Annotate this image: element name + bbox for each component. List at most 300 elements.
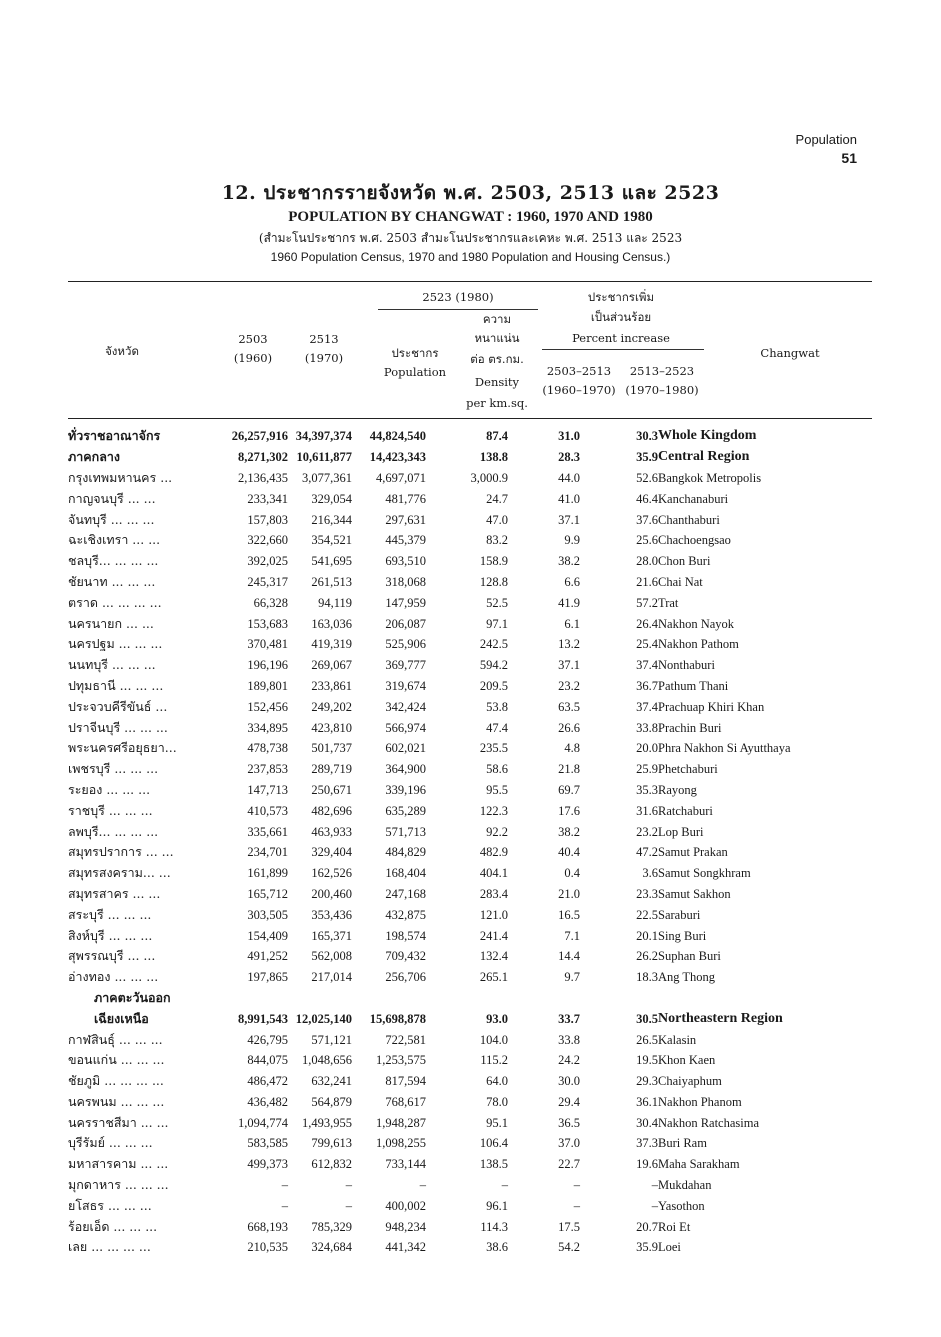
changwat-english-cell: Buri Ram [658,1136,707,1151]
population-1980-cell: 432,875 [385,907,426,922]
population-1970-cell: 354,521 [311,533,352,548]
table-row [68,967,888,988]
increase-1970-1980-cell: 22.5 [636,907,658,922]
increase-1970-1980-cell: 26.5 [636,1032,658,1047]
changwat-english-cell: Nakhon Phanom [658,1094,742,1109]
increase-1960-1970-cell: 69.7 [558,782,580,797]
increase-1970-1980-cell: 28.0 [636,554,658,569]
changwat-english-cell: Northeastern Region [658,1010,783,1026]
density-cell: 95.5 [486,782,508,797]
population-1980-cell: 44,824,540 [369,429,426,444]
table-row [68,655,888,676]
population-1970-cell: 289,719 [311,762,352,777]
population-1970-cell: 1,493,955 [302,1115,352,1130]
header-increase-1-english: (1960–1970) [542,383,616,397]
population-1960-cell: 334,895 [247,720,288,735]
density-cell: 95.1 [486,1115,508,1130]
table-row [68,1133,888,1154]
density-cell: 92.2 [486,824,508,839]
population-1970-cell: 233,861 [311,678,352,693]
population-1980-cell: 147,959 [385,595,426,610]
increase-1970-1980-cell: 31.6 [636,803,658,818]
population-1970-cell: 501,737 [311,741,352,756]
population-1970-cell: 1,048,656 [302,1053,352,1068]
population-1960-cell: – [281,1178,288,1193]
changwat-thai-cell: มุกดาหาร ... ... ... [68,1177,169,1193]
increase-1960-1970-cell: 23.2 [558,678,580,693]
table-row [68,780,888,801]
table-row [68,800,888,821]
changwat-thai-cell: สมุทรสงคราม... ... [68,865,171,881]
table-row [68,821,888,842]
increase-1970-1980-cell: 20.7 [636,1219,658,1234]
header-increase-1-thai: 2503–2513 [546,364,612,378]
changwat-english-cell: Phra Nakhon Si Ayutthaya [658,741,791,756]
changwat-thai-cell: สมุทรปราการ ... ... [68,844,174,860]
changwat-english-cell: Trat [658,595,679,610]
changwat-english-cell: Samut Songkhram [658,866,751,881]
header-density-thai-2: หนาแน่น [474,331,520,345]
population-1980-cell: 445,379 [385,533,426,548]
table-top-rule [68,281,872,282]
header-population-english: Population [383,365,447,379]
population-1980-cell: 566,974 [385,720,426,735]
page-number: 51 [841,150,857,166]
increase-1970-1980-cell: 36.7 [636,678,658,693]
population-1960-cell: 66,328 [253,595,288,610]
population-1970-cell: 94,119 [318,595,352,610]
increase-1960-1970-cell: – [573,1178,580,1193]
changwat-english-cell: Chaiyaphum [658,1074,722,1089]
population-1980-cell: 369,777 [385,658,426,673]
population-1960-cell: 583,585 [247,1136,288,1151]
increase-1960-1970-cell: 4.8 [564,741,580,756]
changwat-english-cell: Nakhon Ratchasima [658,1115,760,1130]
increase-1960-1970-cell: 7.1 [564,928,580,943]
increase-1960-1970-cell: 40.4 [558,845,580,860]
changwat-thai-cell: ยโสธร ... ... ... [68,1197,152,1213]
changwat-english-cell: Whole Kingdom [658,428,757,444]
changwat-thai-cell: จันทบุรี ... ... ... [68,511,155,527]
population-1970-cell: 324,684 [311,1240,352,1255]
population-1960-cell: 478,738 [247,741,288,756]
header-2503: 2503 [238,332,268,346]
table-row [68,509,888,530]
population-1980-cell: 206,087 [385,616,426,631]
table-row [68,717,888,738]
increase-1960-1970-cell: 24.2 [558,1053,580,1068]
increase-1970-1980-cell: 25.9 [636,762,658,777]
population-1970-cell: 562,008 [311,949,352,964]
table-header-rule [68,418,872,419]
changwat-english-cell: Samut Sakhon [658,886,731,901]
increase-1960-1970-cell: 30.0 [558,1074,580,1089]
population-1970-cell: 200,460 [311,886,352,901]
population-1960-cell: – [281,1198,288,1213]
running-head-label: Population [795,132,857,147]
population-1980-cell: 319,674 [385,678,426,693]
increase-1960-1970-cell: 37.1 [558,658,580,673]
increase-1970-1980-cell: 21.6 [636,574,658,589]
population-1960-cell: 165,712 [247,886,288,901]
increase-1970-1980-cell: 30.4 [636,1115,658,1130]
density-cell: 47.4 [486,720,508,735]
increase-1960-1970-cell: 6.1 [564,616,580,631]
changwat-english-cell: Prachin Buri [658,720,722,735]
header-increase-2-english: (1970–1980) [625,383,699,397]
header-1970: (1970) [304,351,344,365]
population-1970-cell: 564,879 [311,1094,352,1109]
header-density-thai-3: ต่อ ตร.กม. [470,352,524,366]
changwat-thai-cell: นครปฐม ... ... ... [68,636,163,652]
population-1980-cell: 602,021 [385,741,426,756]
changwat-thai-cell: ภาคตะวันออก [94,989,171,1005]
density-cell: 87.4 [486,429,508,444]
population-1980-cell: 339,196 [385,782,426,797]
source-note-thai: (สำมะโนประชากร พ.ศ. 2503 สำมะโนประชากรและเคหะ พ.ศ. 2513 และ 2523 [258,231,683,245]
density-cell: 209.5 [479,678,508,693]
changwat-english-cell: Maha Sarakham [658,1157,740,1172]
table-row [68,592,888,613]
header-density-thai-1: ความ [482,312,512,326]
changwat-english-cell: Lop Buri [658,824,704,839]
population-1970-cell: 482,696 [311,803,352,818]
population-1970-cell: 34,397,374 [295,429,352,444]
increase-1970-1980-cell: 35.9 [636,1240,658,1255]
increase-1970-1980-cell: 37.3 [636,1136,658,1151]
header-population-thai: ประชากร [391,346,439,360]
table-row [68,904,888,925]
population-1980-cell: 14,423,343 [369,450,426,465]
increase-1960-1970-cell: 16.5 [558,907,580,922]
population-1980-cell: 297,631 [385,512,426,527]
changwat-thai-cell: ปราจีนบุรี ... ... ... [68,719,168,735]
density-cell: 235.5 [479,741,508,756]
density-cell: 47.0 [486,512,508,527]
population-1970-cell: 541,695 [311,554,352,569]
changwat-english-cell: Nonthaburi [658,658,715,673]
table-row [68,1029,888,1050]
population-1960-cell: 147,713 [247,782,288,797]
population-1980-cell: 342,424 [385,699,426,714]
changwat-thai-cell: เฉียงเหนือ [94,1010,149,1026]
density-cell: 24.7 [486,491,508,506]
increase-1970-1980-cell: 19.5 [636,1053,658,1068]
population-1960-cell: 844,075 [247,1053,288,1068]
population-1970-cell: 463,933 [311,824,352,839]
density-cell: 128.8 [479,574,508,589]
increase-1960-1970-cell: 0.4 [564,866,580,881]
increase-1970-1980-cell: – [651,1178,658,1193]
increase-1960-1970-cell: 28.3 [558,450,580,465]
population-1980-cell: 15,698,878 [369,1011,426,1026]
population-1960-cell: 153,683 [247,616,288,631]
population-1980-cell: 364,900 [385,762,426,777]
population-1960-cell: 1,094,774 [238,1115,288,1130]
changwat-english-cell: Kalasin [658,1032,697,1047]
density-cell: 158.9 [479,554,508,569]
table-title-english: POPULATION BY CHANGWAT : 1960, 1970 AND 1980 [288,209,653,225]
population-1970-cell: 612,832 [311,1157,352,1172]
increase-1960-1970-cell: 9.7 [564,970,580,985]
changwat-english-cell: Central Region [658,449,750,465]
changwat-english-cell: Roi Et [658,1219,691,1234]
table-row [68,613,888,634]
table-row [68,488,888,509]
population-1970-cell: 799,613 [311,1136,352,1151]
changwat-thai-cell: เพชรบุรี ... ... ... [68,761,159,777]
increase-1970-1980-cell: 57.2 [636,595,658,610]
increase-1960-1970-cell: 9.9 [564,533,580,548]
changwat-thai-cell: ตราด ... ... ... ... [68,594,162,610]
density-cell: 265.1 [479,970,508,985]
increase-1970-1980-cell: 30.5 [636,1011,658,1026]
increase-1960-1970-cell: 54.2 [558,1240,580,1255]
population-1960-cell: 370,481 [247,637,288,652]
density-cell: 138.5 [479,1157,508,1172]
population-1980-cell: 817,594 [385,1074,426,1089]
changwat-english-cell: Loei [658,1240,681,1255]
changwat-thai-cell: นครพนม ... ... ... [68,1093,165,1109]
changwat-thai-cell: อ่างทอง ... ... ... [68,969,159,985]
changwat-english-cell [658,988,888,1009]
population-1970-cell: – [345,1178,352,1193]
table-row [68,1154,888,1175]
population-1970-cell: 12,025,140 [295,1011,352,1026]
population-1960-cell: 237,853 [247,762,288,777]
table-row [68,426,888,447]
population-1960-cell: 8,991,543 [238,1011,288,1026]
changwat-thai-cell: ทั่วราชอาณาจักร [68,428,161,444]
changwat-english-cell: Khon Kaen [658,1053,716,1068]
header-increase-underline [542,349,704,350]
table-title-thai: 12. ประชากรรายจังหวัด พ.ศ. 2503, 2513 และ 2523 [221,182,720,204]
changwat-english-cell: Saraburi [658,907,701,922]
increase-1960-1970-cell: 6.6 [564,574,580,589]
table-row [68,676,888,697]
table-row [68,696,888,717]
population-1960-cell: 197,865 [247,970,288,985]
population-1970-cell: 217,014 [311,970,352,985]
population-1960-cell: 303,505 [247,907,288,922]
table-row [68,925,888,946]
changwat-thai-cell: ชัยนาท ... ... ... [68,573,156,589]
table-row [68,884,888,905]
population-1960-cell: 410,573 [247,803,288,818]
changwat-thai-cell: ร้อยเอ็ด ... ... ... [68,1218,158,1234]
density-cell: 38.6 [486,1240,508,1255]
increase-1970-1980-cell: 30.3 [636,429,658,444]
population-1980-cell: 400,002 [385,1198,426,1213]
density-cell: – [501,1178,508,1193]
population-1960-cell: 499,373 [247,1157,288,1172]
population-1970-cell: 162,526 [311,866,352,881]
table-row [68,842,888,863]
increase-1960-1970-cell: 14.4 [558,949,580,964]
increase-1960-1970-cell: 22.7 [558,1157,580,1172]
population-1960-cell: 2,136,435 [238,470,288,485]
population-1980-cell: – [419,1178,426,1193]
changwat-thai-cell: นนทบุรี ... ... ... [68,657,156,673]
density-cell: 241.4 [479,928,508,943]
increase-1960-1970-cell: 33.8 [558,1032,580,1047]
changwat-thai-cell: นครนายก ... ... [68,615,154,631]
changwat-thai-cell: ระยอง ... ... ... [68,781,151,797]
increase-1970-1980-cell: 20.0 [636,741,658,756]
table-row [68,988,888,1009]
population-1970-cell: 261,513 [311,574,352,589]
header-2523-underline [378,309,538,310]
density-cell: 114.3 [480,1219,508,1234]
population-1960-cell: 234,701 [247,845,288,860]
increase-1970-1980-cell: 52.6 [636,470,658,485]
changwat-english-cell: Rayong [658,782,697,797]
density-cell [426,988,508,1009]
changwat-thai-cell: ชลบุรี... ... ... ... [68,553,159,569]
table-row [68,447,888,468]
changwat-thai-cell: สมุทรสาคร ... ... [68,885,161,901]
population-1960-cell: 154,409 [247,928,288,943]
population-1970-cell: 250,671 [311,782,352,797]
table-row [68,1092,888,1113]
running-head [796,131,857,167]
population-1970-cell: 632,241 [311,1074,352,1089]
increase-1960-1970-cell: 37.1 [558,512,580,527]
table-row [68,1237,888,1258]
population-1960-cell: 189,801 [247,678,288,693]
increase-1970-1980-cell: 26.4 [636,616,658,631]
density-cell: 64.0 [486,1074,508,1089]
population-1980-cell: 1,948,287 [376,1115,426,1130]
population-1960-cell: 486,472 [247,1074,288,1089]
changwat-thai-cell: ฉะเชิงเทรา ... ... [68,532,161,548]
changwat-english-cell: Sing Buri [658,928,707,943]
density-cell: 53.8 [486,699,508,714]
changwat-thai-cell: กาญจนบุรี ... ... [68,490,156,506]
increase-1970-1980-cell: 25.4 [636,637,658,652]
population-1980-cell: 768,617 [385,1094,426,1109]
population-1960-cell: 233,341 [247,491,288,506]
increase-1970-1980-cell [580,988,658,1009]
changwat-thai-cell: ขอนแก่น ... ... ... [68,1052,165,1068]
increase-1960-1970-cell: 31.0 [558,429,580,444]
population-1960-cell: 335,661 [247,824,288,839]
density-cell: 96.1 [486,1198,508,1213]
increase-1960-1970-cell: 38.2 [558,554,580,569]
changwat-thai-cell: มหาสารคาม ... ... [68,1156,169,1172]
population-1970-cell: 329,404 [311,845,352,860]
changwat-thai-cell: ลพบุรี... ... ... ... [68,823,159,839]
population-1980-cell: 733,144 [385,1157,426,1172]
increase-1970-1980-cell: 3.6 [642,866,658,881]
increase-1960-1970-cell: 41.0 [558,491,580,506]
population-1960-cell: 491,252 [247,949,288,964]
population-1970-cell: – [345,1198,352,1213]
changwat-thai-cell: ประจวบคีรีขันธ์ ... [68,698,168,714]
population-1960-cell: 392,025 [247,554,288,569]
increase-1970-1980-cell: 35.9 [636,450,658,465]
population-1980-cell: 247,168 [385,886,426,901]
increase-1960-1970-cell: 37.0 [558,1136,580,1151]
increase-1970-1980-cell: 29.3 [636,1074,658,1089]
changwat-thai-cell: นครราชสีมา ... ... [68,1114,169,1130]
increase-1960-1970-cell: 21.0 [558,886,580,901]
increase-1960-1970-cell: 33.7 [558,1011,580,1026]
table-row [68,946,888,967]
header-increase-english: Percent increase [572,331,670,345]
table-row [68,1195,888,1216]
population-1980-cell: 256,706 [385,970,426,985]
population-1960-cell: 152,456 [247,699,288,714]
increase-1970-1980-cell: 26.2 [636,949,658,964]
changwat-english-cell: Chanthaburi [658,512,720,527]
changwat-english-cell: Yasothon [658,1198,705,1213]
population-1980-cell: 198,574 [385,928,426,943]
changwat-thai-cell: ราชบุรี ... ... ... [68,802,153,818]
table-row [68,1071,888,1092]
table-row [68,1050,888,1071]
changwat-english-cell: Ratchaburi [658,803,713,818]
increase-1970-1980-cell: 23.2 [636,824,658,839]
population-1970-cell: 785,329 [311,1219,352,1234]
changwat-thai-cell: พระนครศรีอยุธยา... [68,740,177,756]
increase-1960-1970-cell: 17.6 [558,803,580,818]
population-1980-cell: 709,432 [385,949,426,964]
population-1980-cell: 525,906 [385,637,426,652]
increase-1970-1980-cell: 37.4 [636,658,658,673]
population-1960-cell: 161,899 [247,866,288,881]
changwat-thai-cell: กรุงเทพมหานคร ... [68,469,173,485]
changwat-english-cell: Suphan Buri [658,949,721,964]
population-1970-cell: 423,810 [311,720,352,735]
header-increase-thai-2: เป็นส่วนร้อย [590,310,652,324]
density-cell: 283.4 [479,886,508,901]
increase-1970-1980-cell: 35.3 [636,782,658,797]
increase-1970-1980-cell: 33.8 [636,720,658,735]
changwat-english-cell: Kanchanaburi [658,491,729,506]
density-cell: 97.1 [486,616,508,631]
changwat-english-cell: Phetchaburi [658,762,718,777]
population-1970-cell: 165,371 [311,928,352,943]
table-row [68,863,888,884]
table-title-block [0,180,941,266]
increase-1960-1970-cell: 41.9 [558,595,580,610]
population-table [68,426,888,1258]
increase-1960-1970-cell: 13.2 [558,637,580,652]
header-changwat-english: Changwat [760,346,820,360]
density-cell: 83.2 [486,533,508,548]
increase-1970-1980-cell: 37.4 [636,699,658,714]
increase-1960-1970-cell: 26.6 [558,720,580,735]
changwat-english-cell: Mukdahan [658,1178,712,1193]
population-1960-cell: 245,317 [247,574,288,589]
population-1960-cell: 436,482 [247,1094,288,1109]
table-row [68,1216,888,1237]
population-1980-cell: 635,289 [385,803,426,818]
population-1970-cell: 216,344 [311,512,352,527]
density-cell: 3,000.9 [470,470,508,485]
population-1980-cell: 1,098,255 [376,1136,426,1151]
header-1960: (1960) [233,351,273,365]
changwat-thai-cell: เลย ... ... ... ... [68,1239,151,1255]
changwat-english-cell: Ang Thong [658,970,716,985]
increase-1960-1970-cell: 63.5 [558,699,580,714]
population-1980-cell: 4,697,071 [376,470,426,485]
changwat-thai-cell: ปทุมธานี ... ... ... [68,677,164,693]
increase-1970-1980-cell: 20.1 [636,928,658,943]
changwat-english-cell: Nakhon Nayok [658,616,735,631]
population-1980-cell: 948,234 [385,1219,426,1234]
